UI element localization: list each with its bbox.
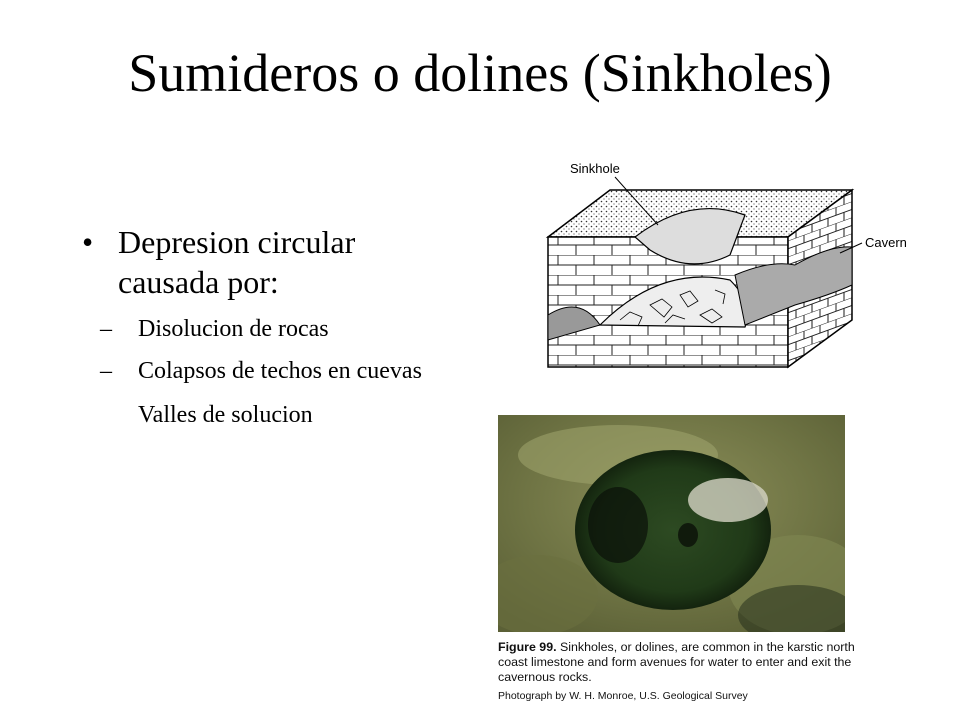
photo-caption bbox=[498, 640, 878, 685]
sinkhole-label: Sinkhole bbox=[570, 161, 620, 176]
caption-text: Sinkholes, or dolines, are common in the karstic north coast limestone and form avenues for water to enter and exit the cavernous rocks. bbox=[498, 640, 855, 684]
sinkhole-diagram bbox=[540, 155, 930, 385]
bullet-main bbox=[82, 222, 462, 302]
sub-bullet bbox=[82, 314, 462, 344]
sub-bullet-text: Colapsos de techos en cuevas bbox=[138, 358, 422, 384]
bullet-main-text: Depresion circular causada por: bbox=[118, 224, 356, 300]
sub-bullet bbox=[82, 356, 462, 386]
dash-mark: – bbox=[100, 358, 112, 384]
slide-title: Sumideros o dolines (Sinkholes) bbox=[128, 43, 832, 103]
bullet-list bbox=[82, 222, 462, 430]
cavern-label: Cavern bbox=[865, 235, 907, 250]
photo-credit: Photograph by W. H. Monroe, U.S. Geological Survey bbox=[498, 690, 748, 702]
extra-line: Valles de solucion bbox=[138, 402, 313, 428]
bullet-dot: • bbox=[82, 224, 94, 260]
sub-bullet-text: Disolucion de rocas bbox=[138, 316, 329, 342]
dash-mark: – bbox=[100, 316, 112, 342]
sinkhole-photo bbox=[498, 415, 845, 632]
figure-label: Figure 99. bbox=[498, 640, 557, 654]
